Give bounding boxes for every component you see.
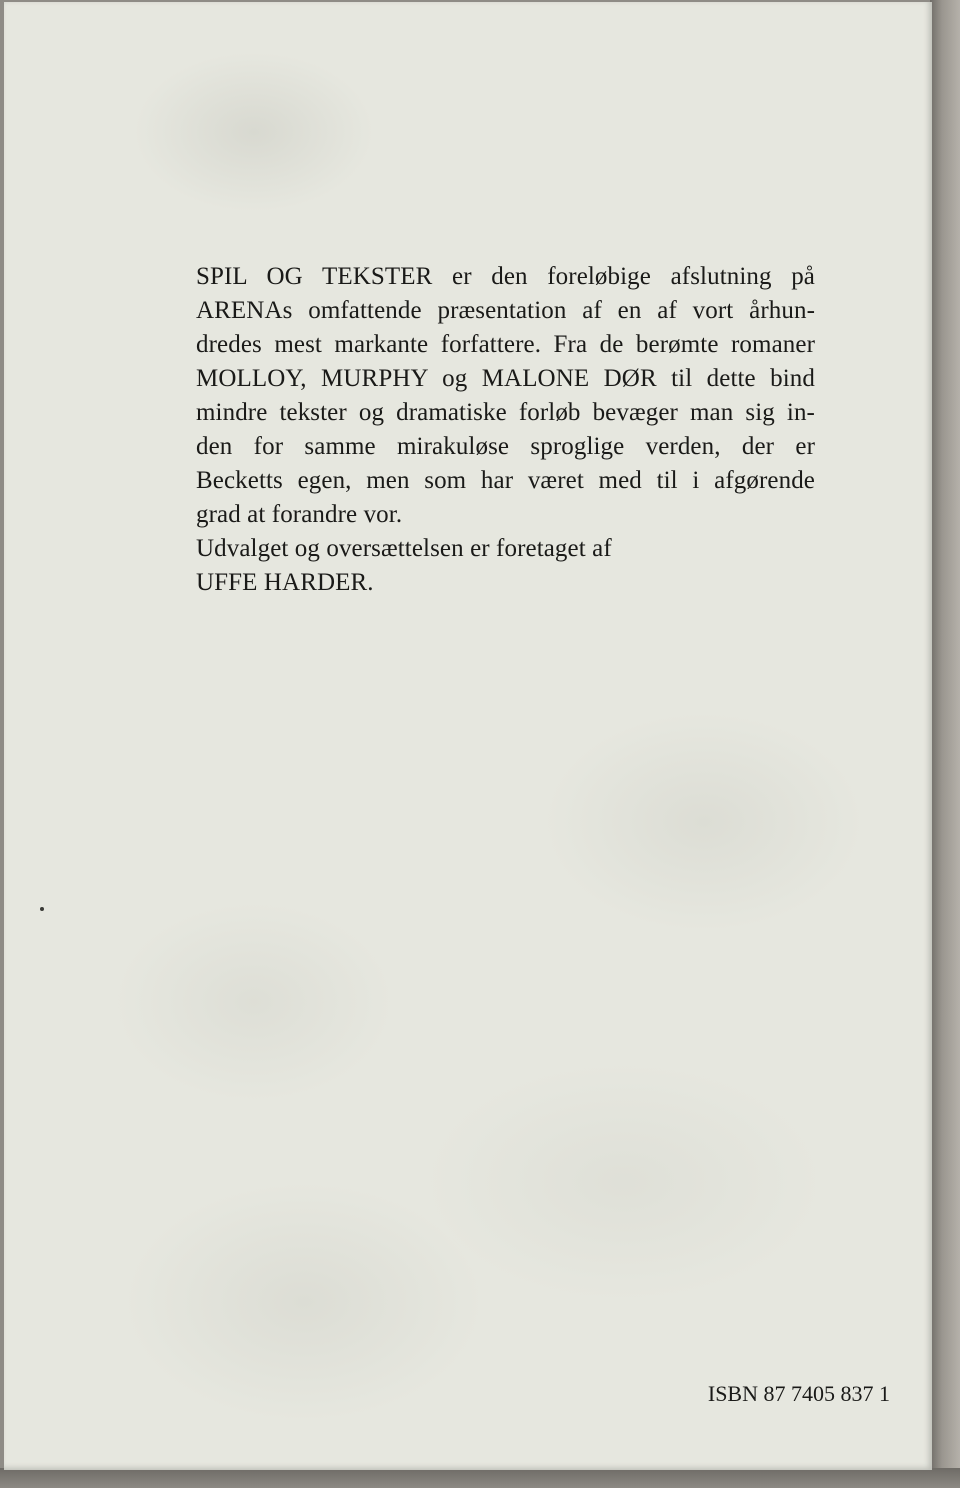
text-line: Udvalget og oversættelsen er foretaget af bbox=[196, 535, 612, 562]
background-surface-bottom bbox=[0, 1468, 960, 1488]
book-back-cover bbox=[4, 2, 932, 1470]
text-line: mindre tekster og dramatiske forløb bevæger man sig in- bbox=[196, 399, 815, 426]
dust-speck bbox=[40, 907, 44, 911]
isbn-number: ISBN 87 7405 837 1 bbox=[707, 1381, 890, 1406]
back-cover-blurb bbox=[196, 260, 815, 600]
text-line: MOLLOY, MURPHY og MALONE DØR til dette bind bbox=[196, 365, 815, 392]
translator-name: UFFE HARDER. bbox=[196, 569, 374, 596]
text-line: den for samme mirakuløse sproglige verden, der er bbox=[196, 433, 815, 460]
text-line: ARENAs omfattende præsentation af en af vort århun- bbox=[196, 297, 815, 324]
text-line: grad at forandre vor. bbox=[196, 501, 403, 528]
text-line: dredes mest markante forfattere. Fra de berømte romaner bbox=[196, 331, 815, 358]
background-surface bbox=[930, 0, 960, 1488]
translator-credit bbox=[196, 532, 815, 600]
text-line: Becketts egen, men som har været med til i afgørende bbox=[196, 467, 815, 494]
text-line: SPIL OG TEKSTER er den foreløbige afslutning på bbox=[196, 263, 815, 290]
description-paragraph bbox=[196, 260, 815, 532]
